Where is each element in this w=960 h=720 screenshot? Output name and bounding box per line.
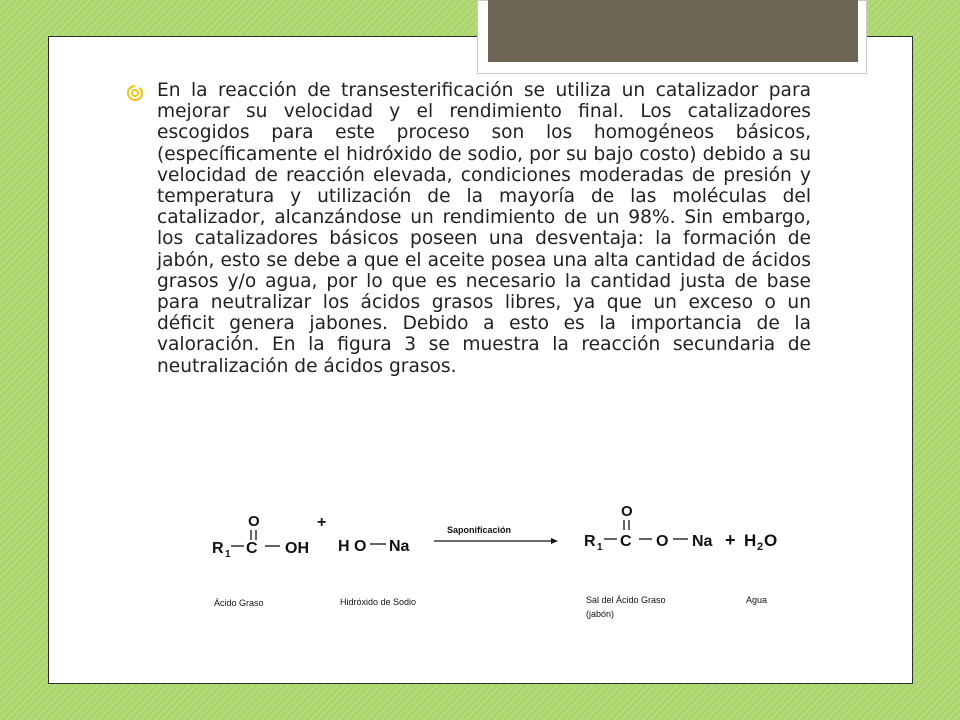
svg-text:R: R [584,533,596,550]
acid-hydroxyl: OH [285,540,309,557]
svg-text:H O: H O [338,538,367,555]
svg-text:C: C [620,533,632,550]
acid-carbon: C [246,540,258,557]
svg-text:1: 1 [597,542,603,553]
arrow-label: Saponificación [447,525,512,535]
svg-text:Na: Na [389,538,410,555]
label-soap: (jabón) [586,609,615,619]
acid-carbonyl-oxygen: O [248,513,260,530]
ornament-bullet-icon [127,85,143,101]
acid-r-group: R [212,540,224,557]
svg-text:Na: Na [692,533,713,550]
label-water: Agua [746,595,768,605]
svg-text:2: 2 [757,541,764,553]
svg-text:O: O [764,531,778,550]
title-tab [488,0,858,62]
plus-sign-1: + [317,514,327,531]
svg-text:1: 1 [225,549,231,560]
label-salt: Sal del Ácido Graso [586,595,666,605]
body-paragraph: En la reacción de transesterificación se utiliza un catalizador para mejorar su velocidad y el rendimiento final. Los catalizadores escogidos para este proceso son los homogéneos básicos, (específicamente el hidróxido de sodio, por su bajo costo) debido a su velocidad de reacción elevada, condiciones moderadas de presión y temperatura y utilización de la mayoría de las moléculas del catalizador, alcanzándose un rendimiento de un 98%. Sin embargo, los catalizadores básicos poseen una desventaja: la formación de jabón, esto se debe a que el aceite posea una alta cantidad de ácidos grasos y/o agua, por lo que es necesario la cantidad justa de base para neutralizar los ácidos grasos libres, ya que un exceso o un déficit genera jabones. Debido a esto es la importancia de la valoración. En la figura 3 se muestra la reacción secundaria de neutralización de ácidos grasos. [157,80,811,377]
plus-sign-2: + [725,530,736,550]
label-sodium-hydroxide: Hidróxido de Sodio [340,597,417,607]
svg-text:O: O [656,533,669,550]
svg-text:H: H [744,531,757,550]
svg-text:O: O [621,503,633,520]
label-fatty-acid: Ácido Graso [214,598,264,608]
